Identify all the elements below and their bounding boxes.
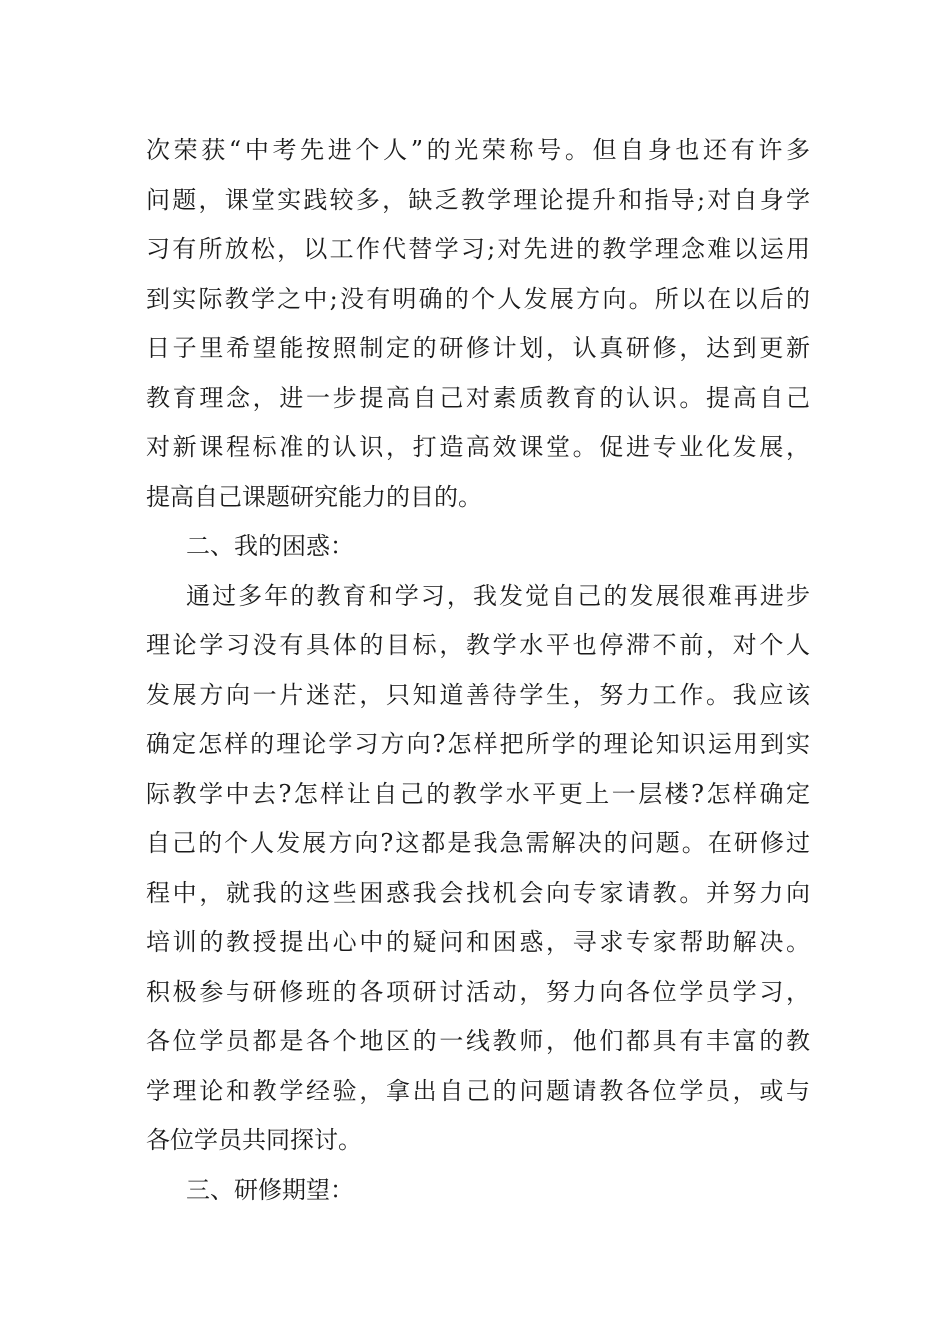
paragraph-line: 自己的个人发展方向?这都是我急需解决的问题。在研修过 [146,829,810,857]
section-heading-confusion: 二、我的困惑： [186,532,354,560]
section-heading-expectation: 三、研修期望： [186,1175,354,1204]
paragraph-line: 程中，就我的这些困惑我会找机会向专家请教。并努力向 [146,878,810,907]
paragraph-line: 学理论和教学经验，拿出自己的问题请教各位学员，或与 [146,1076,810,1105]
paragraph-line: 次荣获“中考先进个人”的光荣称号。但自身也还有许多 [146,136,810,164]
paragraph-line: 确定怎样的理论学习方向?怎样把所学的理论知识运用到实 [146,730,810,758]
paragraph-line: 习有所放松，以工作代替学习;对先进的教学理念难以运用 [146,235,810,263]
paragraph-line: 际教学中去?怎样让自己的教学水平更上一层楼?怎样确定 [146,779,810,808]
paragraph-line: 各位学员共同探讨。 [146,1126,362,1154]
paragraph-line: 对新课程标准的认识，打造高效课堂。促进专业化发展， [146,433,810,461]
paragraph-line: 日子里希望能按照制定的研修计划，认真研修，达到更新 [146,334,810,362]
paragraph-line: 各位学员都是各个地区的一线教师，他们都具有丰富的教 [146,1027,810,1055]
paragraph-line: 积极参与研修班的各项研讨活动，努力向各位学员学习， [146,977,810,1006]
paragraph-line: 发展方向一片迷茫，只知道善待学生，努力工作。我应该 [146,680,810,709]
paragraph-line: 通过多年的教育和学习，我发觉自己的发展很难再进步 [186,581,810,610]
paragraph-line: 教育理念，进一步提高自己对素质教育的认识。提高自己 [146,383,810,412]
paragraph-line: 到实际教学之中;没有明确的个人发展方向。所以在以后的 [146,284,810,313]
paragraph-line: 提高自己课题研究能力的目的。 [146,482,482,511]
paragraph-line: 理论学习没有具体的目标，教学水平也停滞不前，对个人 [146,631,810,659]
paragraph-line: 培训的教授提出心中的疑问和困惑，寻求专家帮助解决。 [146,928,810,956]
paragraph-line: 问题，课堂实践较多，缺乏教学理论提升和指导;对自身学 [146,185,810,214]
body-text [146,126,810,1215]
